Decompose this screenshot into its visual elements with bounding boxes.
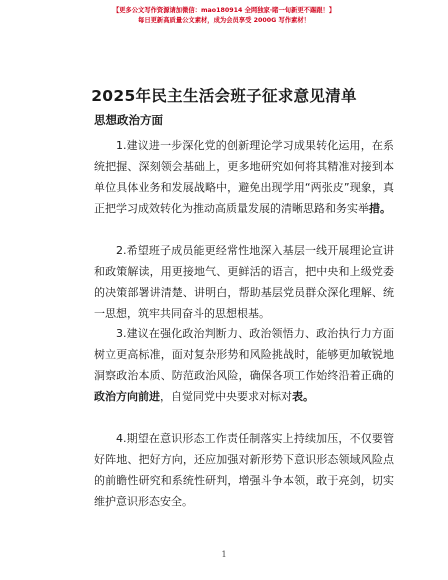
paragraph-3 xyxy=(94,323,394,407)
paragraph-4-text: 4.期望在意识形态工作责任制落实上持续加压，不仅要管好阵地、把好方向，还应加强对新形势下意识形态领域风险点的前瞻性研究和系统性研判，增强斗争本领，敢于亮剑，切实维护意识形态安全。 xyxy=(94,432,394,508)
paragraph-3-text: 3.建议在强化政治判断力、政治领悟力、政治执行力方面树立更高标准，面对复杂形势和风险挑战时，能够更加敏锐地洞察政治本质、防范政治风险，确保各项工作始终沿着正确的 xyxy=(94,327,394,382)
paragraph-2-text: 2.希望班子成员能更经常性地深入基层一线开展理论宣讲和政策解读，用更接地气、更鲜活的语言，把中央和上级党委的决策部署讲清楚、讲明白，帮助基层党员群众深化理解、统一思想，筑牢共同奋斗的思想根基。 xyxy=(94,244,394,320)
paragraph-1-text: 1.建议进一步深化党的创新理论学习成果转化运用，在系统把握、深刻领会基础上，更多地研究如何将其精准对接到本单位具体业务和发展战略中，避免出现学用“两张皮”现象，真正把学习成效转化为推动高质量发展的清晰思路和务实举 xyxy=(94,139,394,215)
promo-banner-line1: 【更多公文写作资源请加微信：mao180914 全网独家·睹一旬新更不踢跟！】 xyxy=(112,7,336,14)
paragraph-4 xyxy=(94,428,394,512)
document-title: 2025年民主生活会班子征求意见清单 xyxy=(91,87,357,105)
paragraph-1-bold: 措。 xyxy=(369,202,391,215)
paragraph-3-bold: 表。 xyxy=(292,390,314,403)
promo-banner xyxy=(0,6,448,26)
paragraph-3-text2: ，自觉同党中央要求对标对 xyxy=(160,390,292,403)
section-heading: 思想政治方面 xyxy=(94,113,163,127)
paragraph-3-bold-mid: 政治方向前进 xyxy=(94,390,160,403)
paragraph-2 xyxy=(94,240,394,324)
paragraph-1 xyxy=(94,135,394,219)
page-number: 1 xyxy=(221,550,227,559)
promo-banner-line2: 每日更新高质量公文素材，成为会员享受 2000G 写作素材！ xyxy=(138,17,310,24)
